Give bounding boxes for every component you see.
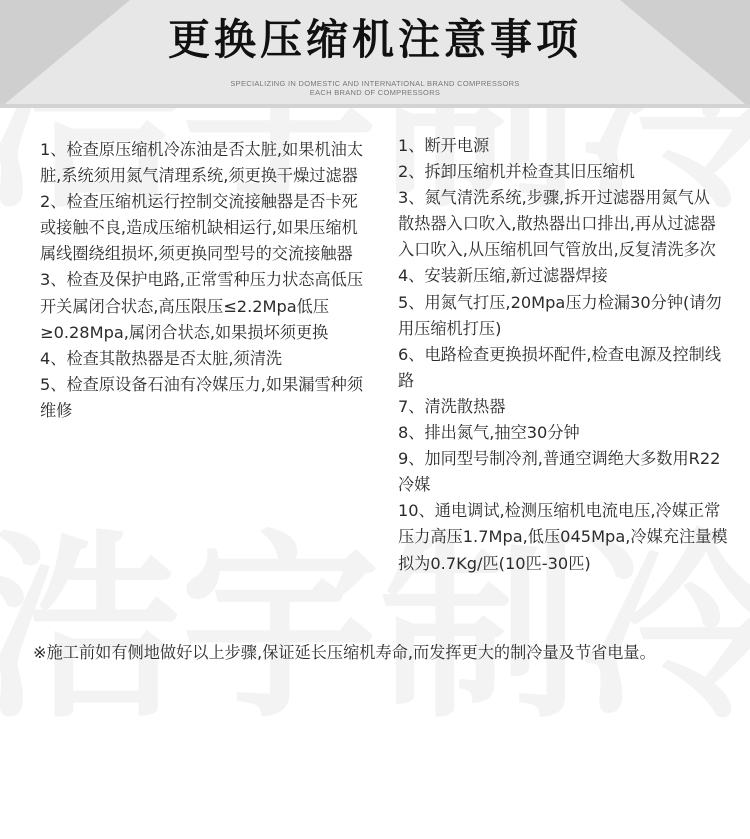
step-item-1: 1、断开电源 bbox=[398, 136, 490, 155]
header-banner bbox=[0, 0, 750, 108]
step-item-5: 5、用氮气打压,20Mpa压力检漏30分钟(请勿用压缩机打压) bbox=[398, 292, 722, 338]
step-item-2: 2、拆卸压缩机并检查其旧压缩机 bbox=[398, 162, 635, 182]
inspection-item-3: 3、检查及保护电路,正常雪种压力状态高低压开关属闭合状态,高压限压≤2.2Mpa低压≥0.28Mpa,属闭合状态,如果损坏须更换 bbox=[40, 270, 364, 342]
step-item-8: 8、排出氮气,抽空30分钟 bbox=[398, 423, 580, 443]
footer-note: ※施工前如有侧地做好以上步骤,保证延长压缩机寿命,而发挥更大的制冷量及节省电量。 bbox=[33, 643, 656, 662]
inspection-item-5: 5、检查原设备石油有冷媒压力,如果漏雪种须维修 bbox=[40, 374, 364, 420]
inspection-item-1: 1、检查原压缩机冷冻油是否太脏,如果机油太脏,系统须用氮气清理系统,须更换干燥过滤器 bbox=[40, 140, 364, 186]
step-item-10: 10、通电调试,检测压缩机电流电压,冷媒正常压力高压1.7Mpa,低压045Mpa,冷媒充注量模拟为0.7Kg/匹(10匹-30匹) bbox=[398, 501, 728, 573]
step-item-3: 3、氮气清洗系统,步骤,拆开过滤器用氮气从 bbox=[398, 188, 710, 208]
page-title: 更换压缩机注意事项 bbox=[167, 15, 582, 64]
header-divider bbox=[0, 104, 750, 108]
inspection-item-2: 2、检查压缩机运行控制交流接触器是否卡死或接触不良,造成压缩机缺相运行,如果压缩机属线圈绕组损坏,须更换同型号的交流接触器 bbox=[40, 192, 358, 264]
step-item-4: 4、安装新压缩,新过滤器焊接 bbox=[398, 266, 608, 286]
inspection-item-4: 4、检查其散热器是否太脏,须清洗 bbox=[40, 348, 283, 368]
step-item-6: 6、电路检查更换损坏配件,检查电源及控制线路 bbox=[398, 344, 722, 390]
page-subtitle-line2: EACH BRAND OF COMPRESSORS bbox=[309, 88, 441, 97]
step-item-9: 9、加同型号制冷剂,普通空调绝大多数用R22冷媒 bbox=[398, 449, 721, 495]
replacement-steps-list bbox=[398, 133, 728, 577]
page-subtitle-line1: SPECIALIZING IN DOMESTIC AND INTERNATIONAL BRAND COMPRESSORS bbox=[230, 79, 520, 88]
step-item-7: 7、清洗散热器 bbox=[398, 396, 506, 416]
inspection-list bbox=[40, 137, 372, 424]
step-item-3-continued: 散热器入口吹入,散热器出口排出,再从过滤器入口吹入,从压缩机回气管放出,反复清洗多次 bbox=[398, 214, 716, 260]
